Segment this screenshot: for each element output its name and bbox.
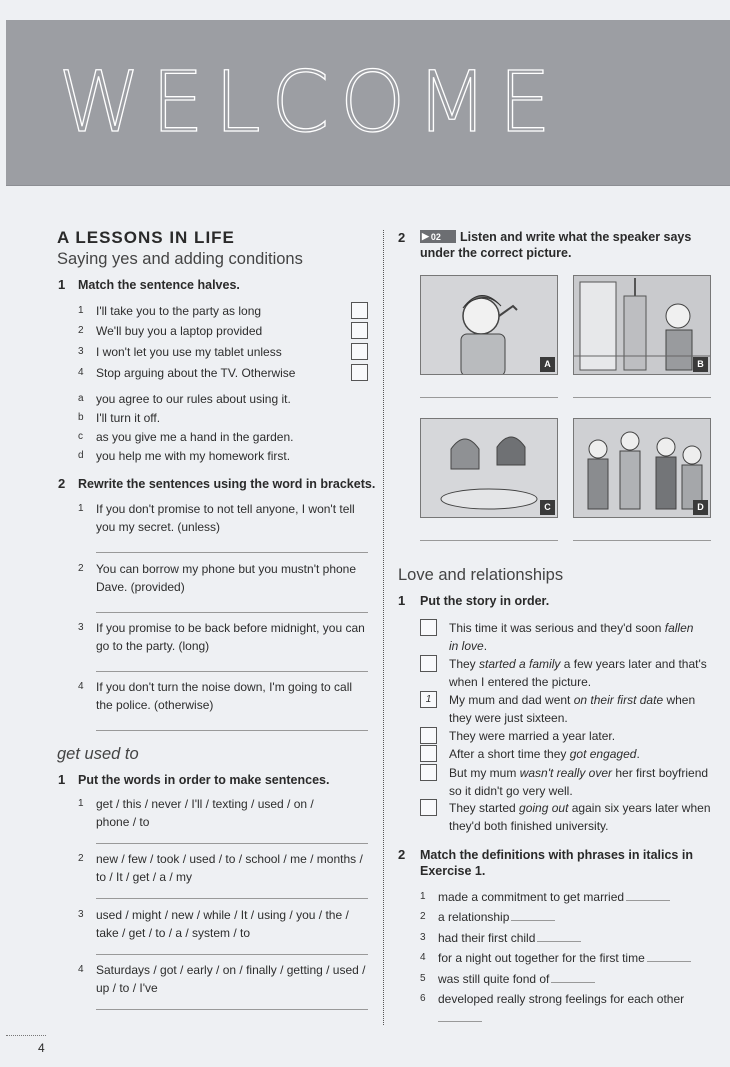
option-letter: d bbox=[78, 450, 84, 461]
definition-text: made a commitment to get married bbox=[438, 890, 625, 904]
exercise-number: 2 bbox=[58, 476, 66, 491]
prompt-line: Dave. (provided) bbox=[96, 580, 185, 594]
illustration-party-crowd bbox=[574, 419, 711, 518]
audio-track-badge[interactable] bbox=[420, 230, 456, 243]
prompt-line: If you promise to be back before midnight, you can bbox=[96, 621, 365, 635]
story-line bbox=[449, 655, 707, 673]
order-box[interactable] bbox=[420, 619, 437, 636]
order-box[interactable] bbox=[420, 799, 437, 816]
item-number: 3 bbox=[78, 622, 84, 633]
item-number: 1 bbox=[78, 798, 84, 809]
definition-line bbox=[438, 929, 581, 947]
jumbled-words: take / get / to / a / system / to bbox=[96, 926, 251, 940]
sentence-half: I won't let you use my tablet unless bbox=[96, 345, 282, 359]
answer-box[interactable] bbox=[351, 364, 368, 381]
story-line bbox=[449, 673, 591, 691]
prompt-line: you my secret. (unless) bbox=[96, 520, 221, 534]
story-text: This time it was serious and they'd soon bbox=[449, 621, 665, 635]
prompt-line: If you don't turn the noise down, I'm going to call bbox=[96, 680, 353, 694]
story-text: After a short time they bbox=[449, 747, 570, 761]
order-box[interactable] bbox=[420, 727, 437, 744]
story-text: But my mum bbox=[449, 766, 520, 780]
order-box[interactable]: 1 bbox=[420, 691, 437, 708]
answer-line-d[interactable] bbox=[573, 540, 711, 541]
definition-text: had their first child bbox=[438, 931, 536, 945]
sentence-half: We'll buy you a laptop provided bbox=[96, 324, 263, 338]
exercise-number: 1 bbox=[58, 772, 66, 787]
picture-label: C bbox=[540, 500, 555, 515]
picture-d bbox=[573, 418, 711, 518]
story-phrase-italic: in love bbox=[449, 639, 484, 653]
item-number: 3 bbox=[420, 932, 426, 943]
exercise-number: 1 bbox=[58, 277, 66, 292]
sentence-half: Stop arguing about the TV. Otherwise bbox=[96, 366, 296, 380]
story-text: They were married a year later. bbox=[449, 729, 616, 743]
story-line bbox=[449, 691, 695, 709]
section-heading-love: Love and relationships bbox=[398, 566, 564, 584]
story-phrase-italic: got engaged bbox=[569, 747, 637, 761]
story-text: when bbox=[663, 693, 696, 707]
definition-line bbox=[438, 888, 670, 906]
story-text: My mum and dad went bbox=[449, 693, 574, 707]
item-number: 4 bbox=[78, 367, 84, 378]
item-number: 4 bbox=[420, 952, 426, 963]
story-line bbox=[449, 619, 693, 637]
picture-a bbox=[420, 275, 558, 375]
story-line bbox=[449, 782, 573, 800]
exercise-number: 2 bbox=[398, 847, 406, 862]
item-number: 5 bbox=[420, 973, 426, 984]
picture-b bbox=[573, 275, 711, 375]
jumbled-words: get / this / never / I'll / texting / used / on / bbox=[96, 797, 314, 811]
picture-label: A bbox=[540, 357, 555, 372]
jumbled-words: Saturdays / got / early / on / finally / getting / used / bbox=[96, 963, 366, 977]
exercise-number: 2 bbox=[398, 230, 406, 245]
story-text: They started bbox=[449, 801, 520, 815]
story-line bbox=[449, 817, 609, 835]
prompt-line: the police. (otherwise) bbox=[96, 698, 214, 712]
option-letter: c bbox=[78, 431, 83, 442]
answer-blank[interactable] bbox=[537, 930, 581, 942]
story-text: so it didn't go very well. bbox=[449, 784, 573, 798]
page-number: 4 bbox=[38, 1041, 45, 1055]
picture-label: D bbox=[693, 500, 708, 515]
item-number: 6 bbox=[420, 993, 426, 1004]
prompt-line: You can borrow my phone but you mustn't phone bbox=[96, 562, 357, 576]
story-text: . bbox=[483, 639, 488, 653]
story-phrase-italic: started a family bbox=[479, 657, 561, 671]
exercise-instruction: Put the words in order to make sentences. bbox=[78, 773, 330, 787]
story-phrase-italic: wasn't really over bbox=[519, 766, 613, 780]
banner-title: WELCOME bbox=[58, 53, 562, 151]
answer-line[interactable] bbox=[96, 552, 368, 553]
answer-box[interactable] bbox=[351, 343, 368, 360]
picture-label: B bbox=[693, 357, 708, 372]
answer-blank[interactable] bbox=[626, 889, 670, 901]
option-letter: b bbox=[78, 412, 84, 423]
exercise-instruction: Put the story in order. bbox=[420, 594, 550, 608]
answer-line[interactable] bbox=[96, 843, 368, 844]
order-box[interactable] bbox=[420, 655, 437, 672]
illustration-boy-thinking bbox=[421, 276, 558, 375]
item-number: 4 bbox=[78, 964, 84, 975]
picture-c bbox=[420, 418, 558, 518]
unit-heading: A LESSONS IN LIFE bbox=[57, 228, 235, 247]
order-box[interactable] bbox=[420, 764, 437, 781]
definition-line bbox=[438, 949, 691, 967]
item-number: 1 bbox=[78, 503, 84, 514]
definition-text: developed really strong feelings for each other bbox=[438, 992, 685, 1006]
answer-line[interactable] bbox=[96, 671, 368, 672]
jumbled-words: new / few / took / used / to / school / me / months / bbox=[96, 852, 363, 866]
story-line bbox=[449, 637, 487, 655]
story-text: . bbox=[636, 747, 640, 761]
answer-line[interactable] bbox=[96, 1009, 368, 1010]
item-number: 2 bbox=[78, 853, 84, 864]
answer-line[interactable] bbox=[96, 612, 368, 613]
story-text: a few years later and that's bbox=[560, 657, 707, 671]
item-number: 3 bbox=[78, 909, 84, 920]
jumbled-words: to / It / get / a / my bbox=[96, 870, 193, 884]
story-phrase-italic: fallen bbox=[664, 621, 694, 635]
sentence-ending: you agree to our rules about using it. bbox=[96, 392, 291, 406]
prompt-line: If you don't promise to not tell anyone, I won't tell bbox=[96, 502, 355, 516]
answer-blank[interactable] bbox=[511, 909, 555, 921]
definition-text: a relationship bbox=[438, 910, 510, 924]
sentence-ending: as you give me a hand in the garden. bbox=[96, 430, 294, 444]
exercise-instruction-continued: Exercise 1. bbox=[420, 864, 486, 878]
story-line bbox=[449, 764, 708, 782]
sentence-ending: you help me with my homework first. bbox=[96, 449, 291, 463]
sentence-ending: I'll turn it off. bbox=[96, 411, 161, 425]
item-number: 2 bbox=[78, 325, 84, 336]
item-number: 1 bbox=[420, 891, 426, 902]
answer-box[interactable] bbox=[351, 302, 368, 319]
jumbled-words: phone / to bbox=[96, 815, 150, 829]
answer-box[interactable] bbox=[351, 322, 368, 339]
story-text: they'd both finished university. bbox=[449, 819, 609, 833]
section-heading-get-used-to: get used to bbox=[57, 745, 139, 763]
answer-line[interactable] bbox=[96, 954, 368, 955]
exercise-instruction: Rewrite the sentences using the word in brackets. bbox=[78, 477, 376, 491]
answer-blank[interactable] bbox=[438, 1021, 482, 1022]
section-heading: Saying yes and adding conditions bbox=[57, 250, 303, 268]
illustration-couple-dinner bbox=[421, 419, 558, 518]
order-box[interactable] bbox=[420, 745, 437, 762]
story-line bbox=[449, 745, 640, 763]
story-line bbox=[449, 799, 711, 817]
speaker-icon: ▶ bbox=[422, 231, 429, 241]
definition-line bbox=[438, 970, 595, 988]
story-phrase-italic: on their first date bbox=[573, 693, 664, 707]
illustration-city-window bbox=[574, 276, 711, 375]
title-banner bbox=[6, 20, 730, 186]
definition-text: was still quite fond of bbox=[438, 972, 550, 986]
item-number: 2 bbox=[420, 911, 426, 922]
prompt-line: go to the party. (long) bbox=[96, 639, 210, 653]
answer-line[interactable] bbox=[96, 898, 368, 899]
item-number: 3 bbox=[78, 346, 84, 357]
exercise-instruction: Match the definitions with phrases in italics in bbox=[420, 848, 693, 862]
jumbled-words: used / might / new / while / It / using / you / the / bbox=[96, 908, 349, 922]
audio-track-number: 02 bbox=[430, 231, 441, 242]
exercise-number: 1 bbox=[398, 593, 406, 608]
story-text: when I entered the picture. bbox=[449, 675, 592, 689]
jumbled-words: up / to / I've bbox=[96, 981, 158, 995]
option-letter: a bbox=[78, 393, 84, 404]
exercise-instruction: Listen and write what the speaker says bbox=[460, 230, 692, 244]
answer-line-b[interactable] bbox=[573, 397, 711, 398]
definition-text: for a night out together for the first time bbox=[438, 951, 645, 965]
answer-blank[interactable] bbox=[551, 971, 595, 983]
answer-blank[interactable] bbox=[647, 950, 691, 962]
item-number: 2 bbox=[78, 563, 84, 574]
definition-line bbox=[438, 990, 684, 1008]
story-text: again six years later when bbox=[568, 801, 711, 815]
story-text: They bbox=[449, 657, 480, 671]
story-text: they were just sixteen. bbox=[449, 711, 568, 725]
item-number: 4 bbox=[78, 681, 84, 692]
exercise-instruction-continued: under the correct picture. bbox=[420, 246, 572, 260]
answer-line-c[interactable] bbox=[420, 540, 558, 541]
item-number: 1 bbox=[78, 305, 84, 316]
footer-rule bbox=[6, 1035, 46, 1036]
story-text: her first boyfriend bbox=[612, 766, 709, 780]
story-line bbox=[449, 727, 615, 745]
story-phrase-italic: going out bbox=[519, 801, 569, 815]
exercise-instruction: Match the sentence halves. bbox=[78, 278, 240, 292]
definition-line bbox=[438, 908, 555, 926]
column-divider bbox=[383, 230, 384, 1025]
sentence-half: I'll take you to the party as long bbox=[96, 304, 262, 318]
story-line bbox=[449, 709, 568, 727]
answer-line[interactable] bbox=[96, 730, 368, 731]
answer-line-a[interactable] bbox=[420, 397, 558, 398]
